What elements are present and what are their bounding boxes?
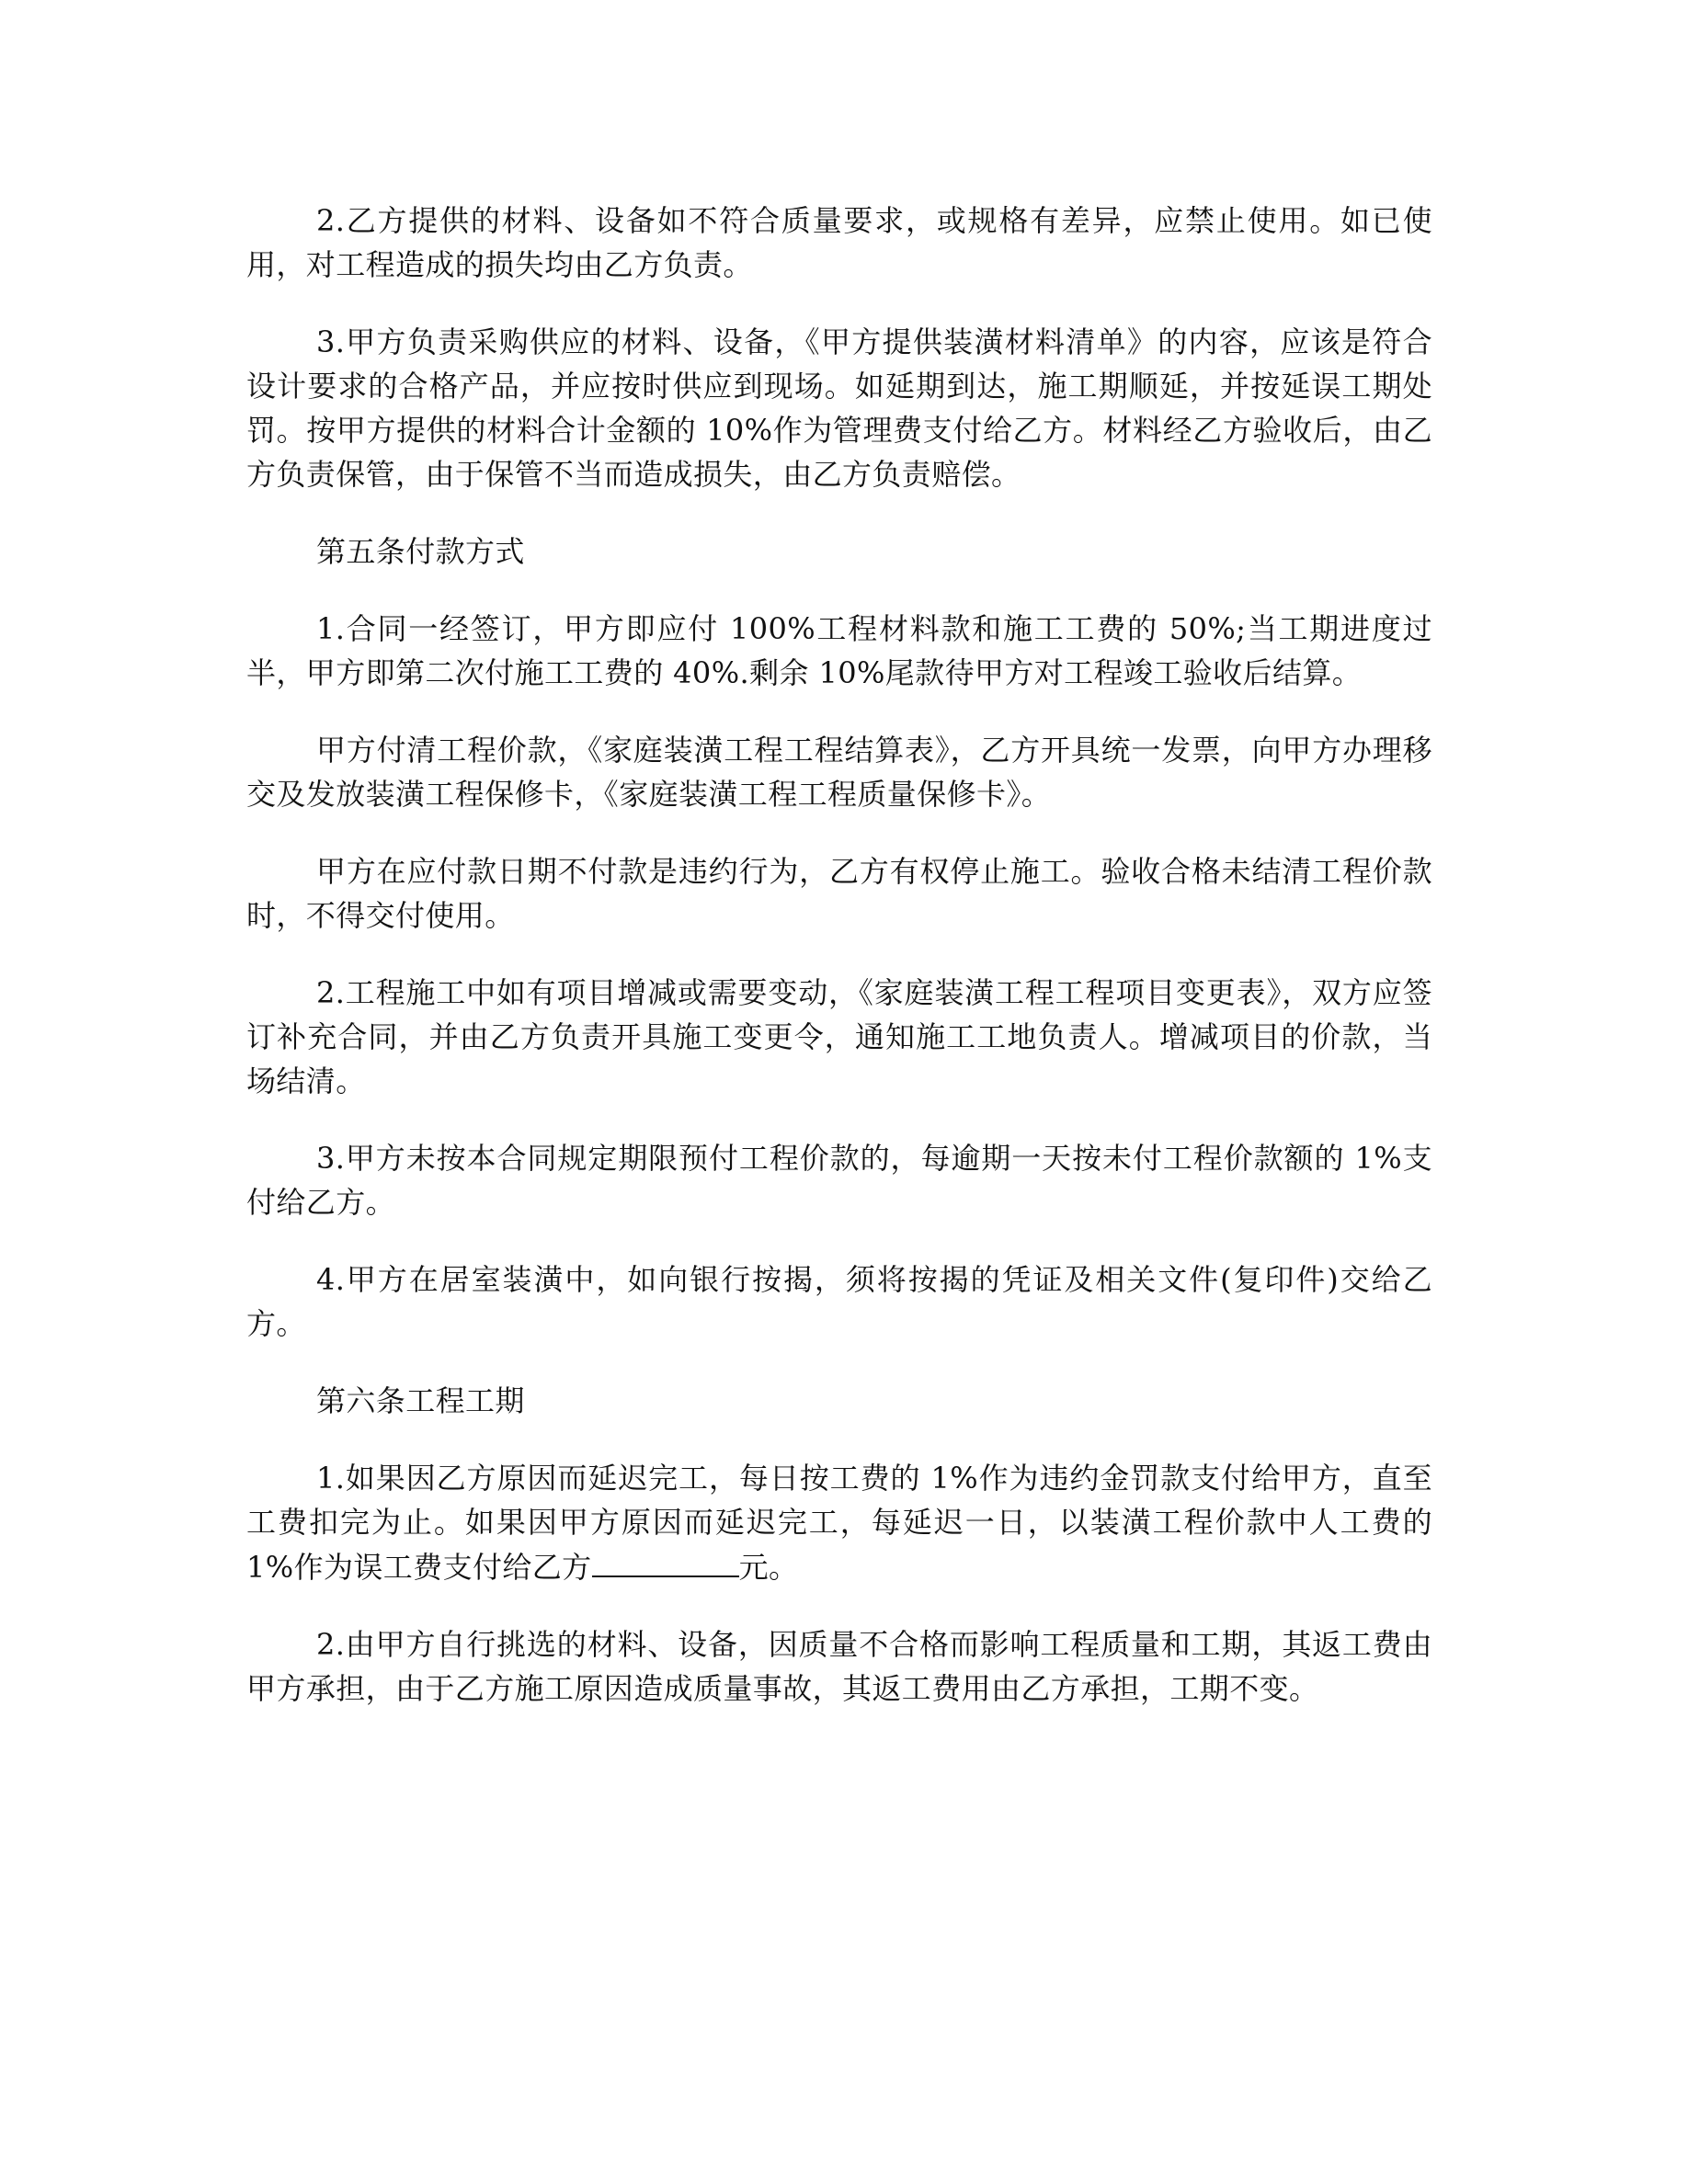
clause-paragraph: 2.乙方提供的材料、设备如不符合质量要求，或规格有差异，应禁止使用。如已使用，对工程造成的损失均由乙方负责。: [246, 203, 1432, 282]
clause-paragraph: 2.工程施工中如有项目增减或需要变动，《家庭装潢工程工程项目变更表》，双方应签订补充合同，并由乙方负责开具施工变更令，通知施工工地负责人。增减项目的价款，当场结清。: [246, 975, 1432, 1098]
section-heading: 第六条工程工期: [316, 1383, 525, 1418]
document-body: [246, 199, 1432, 1744]
fill-in-blank: [592, 1544, 739, 1577]
clause-paragraph: 2.由甲方自行挑选的材料、设备，因质量不合格而影响工程质量和工期，其返工费由甲方承担，由于乙方施工原因造成质量事故，其返工费用由乙方承担，工期不变。: [246, 1627, 1432, 1706]
clause-paragraph: 1.合同一经签订，甲方即应付 100%工程材料款和施工工费的 50%;当工期进度过半，甲方即第二次付施工工费的 40%.剩余 10%尾款待甲方对工程竣工验收后结算。: [246, 611, 1432, 690]
clause-text: 1.如果因乙方原因而延迟完工，每日按工费的 1%作为违约金罚款支付给甲方，直至工费扣完为止。如果因甲方原因而延迟完工，每延迟一日，以装潢工程价款中人工费的 1%作为误工费支付给乙方: [246, 1461, 1432, 1585]
clause-paragraph: 3.甲方负责采购供应的材料、设备，《甲方提供装潢材料清单》的内容，应该是符合设计要求的合格产品，并应按时供应到现场。如延期到达，施工期顺延，并按延误工期处罚。按甲方提供的材料合计金额的 10%作为管理费支付给乙方。材料经乙方验收后，由乙方负责保管，由于保管不当而造成损失，由乙方负责赔偿。: [246, 324, 1432, 492]
clause-paragraph: 甲方在应付款日期不付款是违约行为，乙方有权停止施工。验收合格未结清工程价款时，不得交付使用。: [246, 854, 1432, 933]
clause-paragraph: 4.甲方在居室装潢中，如向银行按揭，须将按揭的凭证及相关文件(复印件)交给乙方。: [246, 1262, 1432, 1341]
clause-paragraph-with-blank: [246, 1456, 1432, 1589]
clause-suffix: 元。: [738, 1550, 799, 1585]
clause-paragraph: 3.甲方未按本合同规定期限预付工程价款的，每逾期一天按未付工程价款额的 1%支付给乙方。: [246, 1141, 1432, 1220]
section-heading: 第五条付款方式: [316, 534, 525, 569]
clause-paragraph: 甲方付清工程价款，《家庭装潢工程工程结算表》，乙方开具统一发票，向甲方办理移交及发放装潢工程保修卡，《家庭装潢工程工程质量保修卡》。: [246, 733, 1432, 812]
